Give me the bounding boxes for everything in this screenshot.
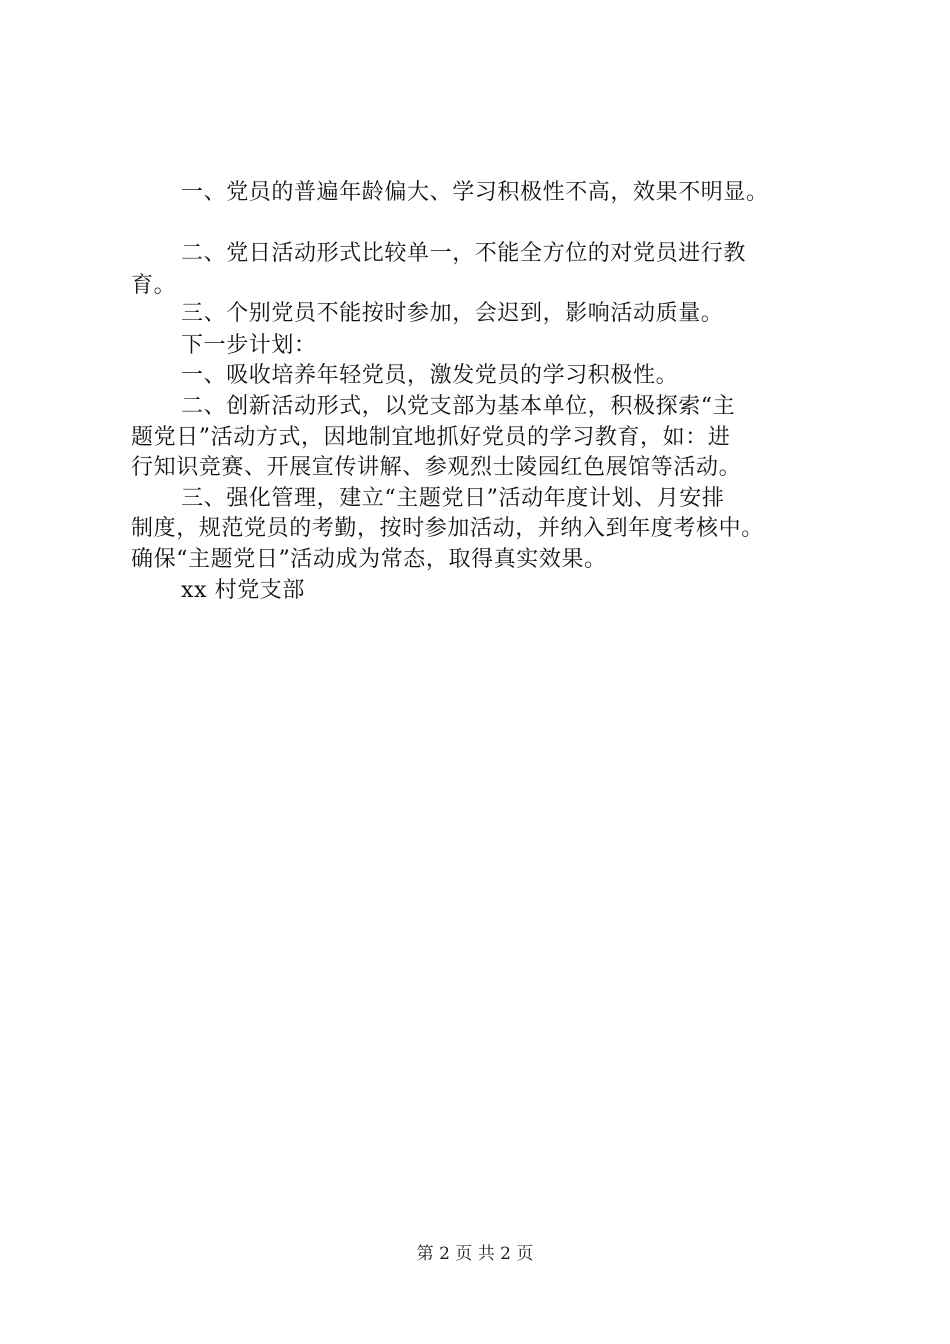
issue-line-1: 一、党员的普遍年龄偏大、学习积极性不高，效果不明显。 (181, 180, 769, 205)
issue-line-2: 二、党日活动形式比较单一，不能全方位的对党员进行教 (181, 241, 747, 266)
plan-line-2: 二、创新活动形式，以党支部为基本单位，积极探索“主 (181, 394, 736, 419)
plan-line-2-continued-b: 行知识竞赛、开展宣传讲解、参观烈士陵园红色展馆等活动。 (131, 455, 742, 480)
issue-line-2-continued: 育。 (131, 273, 177, 298)
page-number-footer: 第 2 页 共 2 页 (416, 1244, 534, 1264)
plan-heading: 下一步计划： (181, 333, 317, 358)
plan-line-3-continued-b: 确保“主题党日”活动成为常态，取得真实效果。 (131, 547, 607, 572)
plan-line-2-continued-a: 题党日”活动方式，因地制宜地抓好党员的学习教育，如：进 (131, 425, 731, 450)
issue-line-3: 三、个别党员不能按时参加，会迟到，影响活动质量。 (181, 301, 724, 326)
plan-line-1: 一、吸收培养年轻党员，激发党员的学习积极性。 (181, 363, 679, 388)
plan-line-3: 三、强化管理，建立“主题党日”活动年度计划、月安排 (181, 486, 725, 511)
signature: xx 村党支部 (181, 578, 306, 603)
plan-line-3-continued-a: 制度，规范党员的考勤，按时参加活动，并纳入到年度考核中。 (131, 516, 764, 541)
